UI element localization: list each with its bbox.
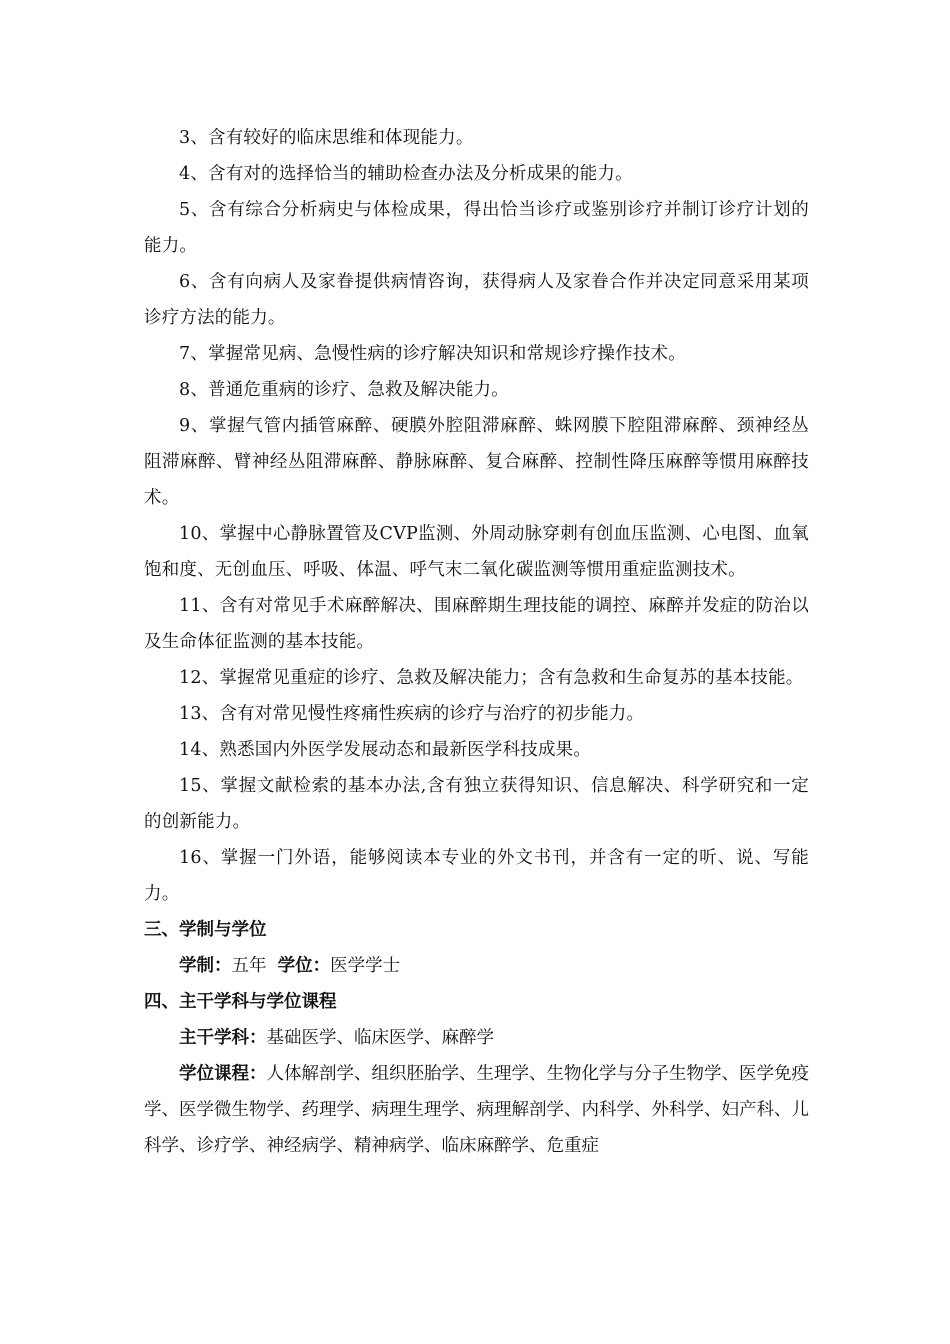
list-item: 7、掌握常见病、急慢性病的诊疗解决知识和常规诊疗操作技术。: [179, 344, 686, 364]
degree-label: 学位：: [277, 956, 331, 976]
degree-courses-line: [144, 1056, 809, 1164]
section-heading-disciplines-courses: 四、主干学科与学位课程: [144, 992, 337, 1012]
duration-degree-line: [144, 948, 809, 984]
degree-courses-label: 学位课程：: [179, 1064, 267, 1084]
list-item: 11、含有对常见手术麻醉解决、围麻醉期生理技能的调控、麻醉并发症的防治以及生命体征监测的基本技能。: [144, 596, 809, 652]
list-item: 5、含有综合分析病史与体检成果，得出恰当诊疗或鉴别诊疗并制订诊疗计划的能力。: [144, 200, 809, 256]
list-item: 12、掌握常见重症的诊疗、急救及解决能力；含有急救和生命复苏的基本技能。: [179, 668, 804, 688]
degree-courses-value: 人体解剖学、组织胚胎学、生理学、生物化学与分子生物学、医学免疫学、医学微生物学、药理学、病理生理学、病理解剖学、内科学、外科学、妇产科、儿科学、诊疗学、神经病学、精神病学、临床麻醉学、危重症: [144, 1064, 809, 1156]
main-disciplines-value: 基础医学、临床医学、麻醉学: [266, 1028, 494, 1048]
list-item: 13、含有对常见慢性疼痛性疾病的诊疗与治疗的初步能力。: [179, 704, 645, 724]
list-item: 3、含有较好的临床思维和体现能力。: [179, 128, 474, 148]
main-disciplines-line: [144, 1020, 809, 1056]
duration-value: 五年: [231, 956, 267, 976]
list-item: 9、掌握气管内插管麻醉、硬膜外腔阻滞麻醉、蛛网膜下腔阻滞麻醉、颈神经丛阻滞麻醉、臂神经丛阻滞麻醉、静脉麻醉、复合麻醉、控制性降压麻醉等惯用麻醉技术。: [144, 416, 809, 508]
spacer: [267, 956, 278, 976]
list-item: 6、含有向病人及家眷提供病情咨询，获得病人及家眷合作并决定同意采用某项诊疗方法的能力。: [144, 272, 809, 328]
section-heading-duration-degree: 三、学制与学位: [144, 920, 267, 940]
document-page: [144, 120, 809, 1164]
list-item: 14、熟悉国内外医学发展动态和最新医学科技成果。: [179, 740, 592, 760]
list-item: 15、掌握文献检索的基本办法,含有独立获得知识、信息解决、科学研究和一定的创新能力。: [144, 776, 809, 832]
duration-label: 学制：: [179, 956, 232, 976]
list-item: 16、掌握一门外语，能够阅读本专业的外文书刊，并含有一定的听、说、写能力。: [144, 848, 809, 904]
list-item: 4、含有对的选择恰当的辅助检查办法及分析成果的能力。: [179, 164, 633, 184]
degree-value: 医学学士: [330, 956, 401, 976]
list-item: 10、掌握中心静脉置管及CVP监测、外周动脉穿刺有创血压监测、心电图、血氧饱和度、无创血压、呼吸、体温、呼气末二氧化碳监测等惯用重症监测技术。: [144, 524, 809, 580]
main-disciplines-label: 主干学科：: [179, 1028, 267, 1048]
list-item: 8、普通危重病的诊疗、急救及解决能力。: [179, 380, 509, 400]
